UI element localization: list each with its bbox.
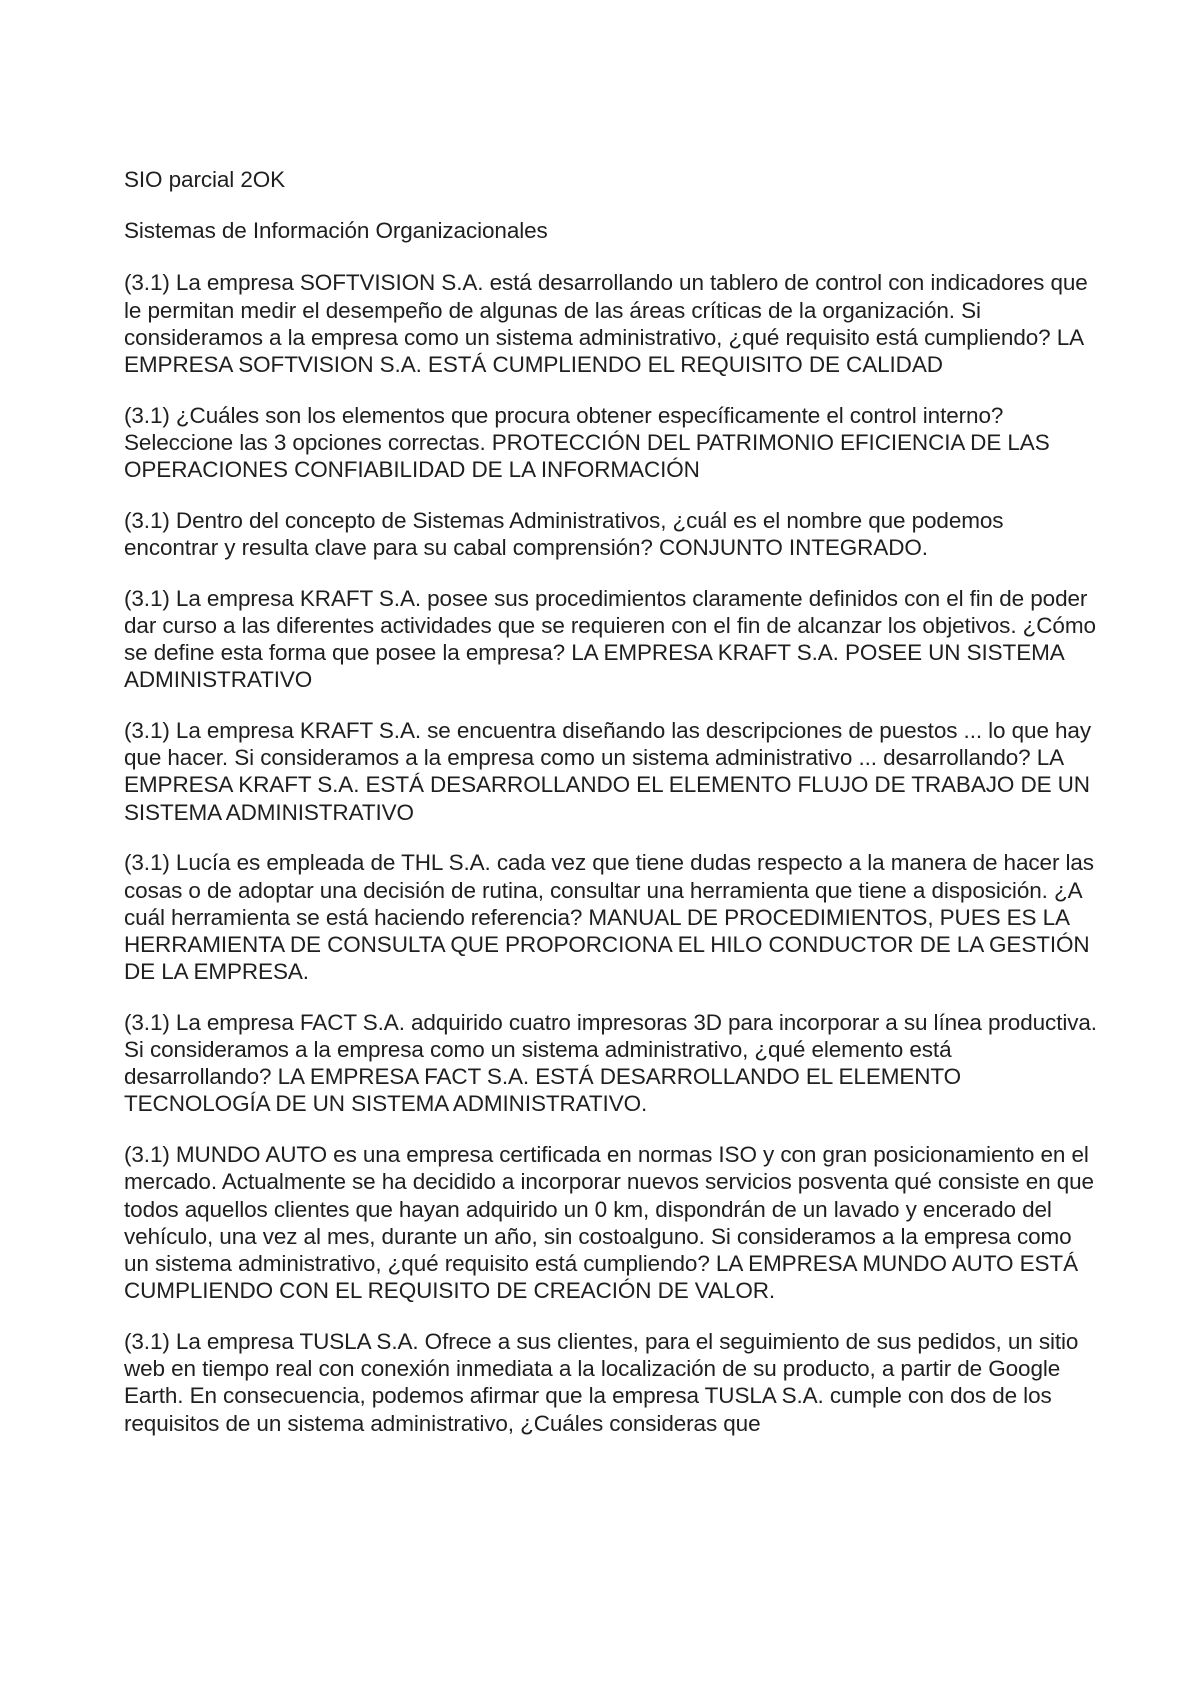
question-paragraph: (3.1) ¿Cuáles son los elementos que procura obtener específicamente el control interno? Seleccione las 3 opciones correctas. PROTECCIÓN DEL PATRIMONIO EFICIENCIA DE LAS OPERACIONES CONFIABILIDAD DE LA INFORMACIÓN: [124, 402, 1050, 483]
question-paragraph: (3.1) La empresa KRAFT S.A. se encuentra diseñando las descripciones de puestos ... lo que hay que hacer. Si consideramos a la empresa como un sistema administrativo ... desarrollando? LA EMPRESA KRAFT S.A. ESTÁ DESARROLLANDO EL ELEMENTO FLUJO DE TRABAJO DE UN SISTEMA ADMINISTRATIVO: [124, 718, 1091, 825]
question-paragraph: (3.1) La empresa SOFTVISION S.A. está desarrollando un tablero de control con indicadores que le permitan medir el desempeño de algunas de las áreas críticas de la organización. Si consideramos a la empresa como un sistema administrativo, ¿qué requisito está cumpliendo? LA EMPRESA SOFTVISION S.A. ESTÁ CUMPLIENDO EL REQUISITO DE CALIDAD: [124, 270, 1088, 378]
question-paragraph: (3.1) MUNDO AUTO es una empresa certificada en normas ISO y con gran posicionamiento en el mercado. Actualmente se ha decidido a incorporar nuevos servicios posventa qué consiste en que todos aquellos clientes que hayan adquirido un 0 km, dispondrán de un lavado y encerado del vehículo, una vez al mes, durante un año, sin costoalguno. Si consideramos a la empresa como un sistema administrativo, ¿qué requisito está cumpliendo? LA EMPRESA MUNDO AUTO ESTÁ CUMPLIENDO CON EL REQUISITO DE CREACIÓN DE VALOR.: [124, 1142, 1094, 1304]
question-paragraph: (3.1) Lucía es empleada de THL S.A. cada vez que tiene dudas respecto a la manera de hacer las cosas o de adoptar una decisión de rutina, consultar una herramienta que tiene a disposición. ¿A cuál herramienta se está haciendo referencia? MANUAL DE PROCEDIMIENTOS, PUES ES LA HERRAMIENTA DE CONSULTA QUE PROPORCIONA EL HILO CONDUCTOR DE LA GESTIÓN DE LA EMPRESA.: [124, 850, 1094, 985]
document-body: [124, 166, 1100, 1460]
question-paragraph: (3.1) Dentro del concepto de Sistemas Administrativos, ¿cuál es el nombre que podemos encontrar y resulta clave para su cabal comprensión? CONJUNTO INTEGRADO.: [124, 507, 1004, 561]
question-paragraph: (3.1) La empresa FACT S.A. adquirido cuatro impresoras 3D para incorporar a su línea productiva. Si consideramos a la empresa como un sistema administrativo, ¿qué elemento está desarrollando? LA EMPRESA FACT S.A. ESTÁ DESARROLLANDO EL ELEMENTO TECNOLOGÍA DE UN SISTEMA ADMINISTRATIVO.: [124, 1009, 1097, 1117]
document-title: SIO parcial 2OK: [124, 167, 286, 192]
question-paragraph: (3.1) La empresa TUSLA S.A. Ofrece a sus clientes, para el seguimiento de sus pedidos, un sitio web en tiempo real con conexión inmediata a la localización de su producto, a partir de Google Earth. En consecuencia, podemos afirmar que la empresa TUSLA S.A. cumple con dos de los requisitos de un sistema administrativo, ¿Cuáles consideras que: [124, 1328, 1079, 1436]
document-subtitle: Sistemas de Información Organizacionales: [124, 218, 548, 244]
question-paragraph: (3.1) La empresa KRAFT S.A. posee sus procedimientos claramente definidos con el fin de poder dar curso a las diferentes actividades que se requieren con el fin de alcanzar los objetivos. ¿Cómo se define esta forma que posee la empresa? LA EMPRESA KRAFT S.A. POSEE UN SISTEMA ADMINISTRATIVO: [124, 585, 1096, 693]
